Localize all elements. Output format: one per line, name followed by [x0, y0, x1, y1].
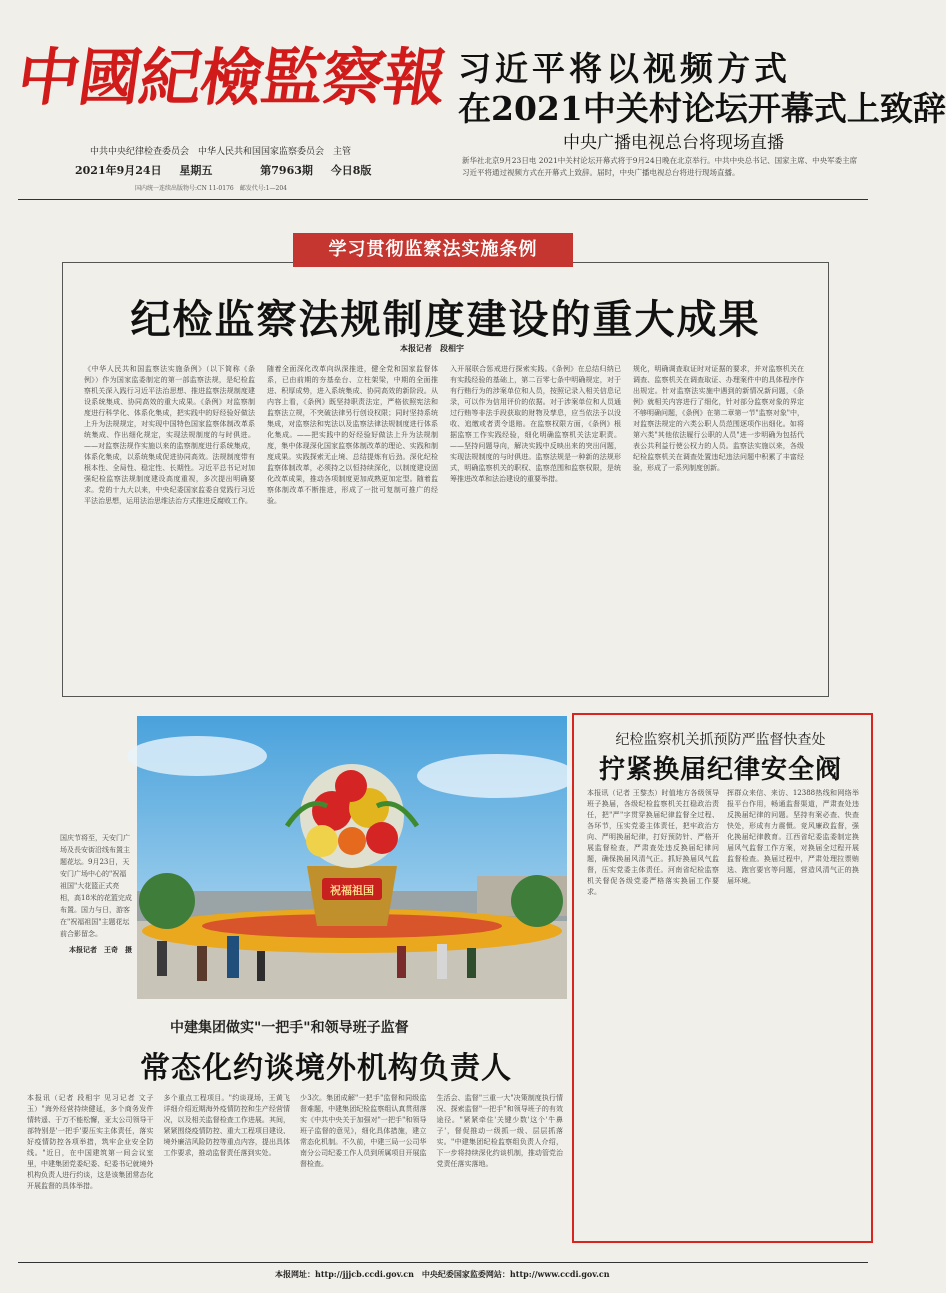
masthead-divider — [18, 199, 868, 200]
feature-column: 入开展联合惩戒进行探索实践。《条例》在总结归纳已有实践经验的基础上，第二百零七条中明确规定，对于有行贿行为的涉案单位和人员，按照记录入相关信息记录，可以作为信用评价的依据。对于涉案单位和人员通过行贿等非法手段获取的财物及孳息，应当依法予以没收、追缴或者责令退赔。在监察权限方面，《条例》根据监察工作实践经验，细化明确监察机关法定职责。——坚持问题导向，解决实践中反映出来的突出问题，实现法规制度的与时俱进。监察法规是一种新的法规形式，明确监察机关的职权、监察范围和监察权限，是统筹推进改革和法治建设的重要举措。 — [450, 365, 621, 483]
sidebar-title: 拧紧换届纪律安全阀 — [598, 755, 842, 785]
photo-caption-text: 国庆节将至，天安门广场及長安街沿线布置主题花坛。9月23日，天安门广场中心的"祝福祖国"大花篮正式亮相，高18米的花篮完成布置。国力与日，游客在"祝福祖国"主题花坛前合影留念。 — [60, 834, 132, 938]
bottom-column: 少3次。集团成解"一把手"监督和同级监督难题，中建集团纪检监察组认真贯彻落实《中共中央关于加强对"一把手"和领导班子监督的意见》，细化具体措施，建立常态化机制。不久前，中建三局一公司华南分公司纪委工作人员到所属项目开展监督检查。 — [300, 1094, 427, 1168]
sidebar-column: 本报讯（记者 王黎杰）时值地方各级领导班子换届，各级纪检监察机关扛稳政治责任，把"严"字贯穿换届纪律监督全过程、各环节，压实党委主体责任，把牢政治方向、严明换届纪律，打好预防针、严格开展监督检查，严肃查处违反换届纪律问题，确保换届风清气正。抓好换届风气监督，压实党委主体责任。河南省纪检监察机关督促各级党委严格落实换届工作要求。 — [587, 789, 719, 896]
photo-caption — [60, 832, 132, 956]
sidebar-column: 挥群众来信、来访、12388热线和网络举报平台作用，畅通监督渠道，严肃查处违反换届纪律的问题。坚持有案必查、快查快处，形成有力震慑。竞风廉政监督，强化换届纪律教育。江西省纪委监委制定换届风气监督工作方案，对换届全过程开展监督检查。换届过程中，严肃处理拉票贿选、跑官要官等问题，营造风清气正的换届环境。 — [727, 789, 859, 885]
feature-columns — [84, 364, 804, 682]
feature-column: 规化，明确调查取证时对证据的要求，并对监察机关在调查、监察机关在调查取证、办理案件中的具体程序作出规定。针对监察法实施中遇到的新情况新问题，《条例》就相关内容进行了细化，针对部分监察对象的界定不够明确问题，《条例》在第二章第一节"监察对象"中，对监察法规定的六类公职人员范围逐项作出细化。如将第六类"其他依法履行公职的人员"进一步明确为包括代表公共利益行使公权力的人员。监察法实施以来，各级纪检监察机关在调查处置违纪违法问题中积累了丰富经验，形成了一系列制度创新。 — [633, 365, 804, 472]
bottom-title: 常态化约谈境外机构负责人 — [140, 1051, 512, 1086]
dateline — [75, 162, 385, 178]
feature-title: 纪检监察法规制度建设的重大成果 — [130, 296, 761, 343]
footer-divider — [18, 1262, 868, 1263]
bottom-kicker: 中建集团做实"一把手"和领导班子监督 — [170, 1020, 409, 1036]
photo-credit: 本报记者 王奇 摄 — [69, 945, 132, 954]
top-headline-line1: 习近平将以视频方式 — [458, 49, 791, 88]
sidebar-columns — [587, 788, 859, 1233]
bottom-columns — [27, 1093, 563, 1233]
flower-basket-sign: 祝福祖国 — [330, 884, 374, 897]
issue-date: 2021年9月24日 — [75, 164, 162, 177]
bottom-column: 多个重点工程项目。"约谈现场，王黄飞详细介绍近期海外疫情防控和生产经营情况，以及相关监督检查工作进展。其间，紧紧围绕疫情防控、重大工程项目建设、境外廉洁风险防控等重点内容，提出具体工作要求，推动监督责任落到实处。 — [163, 1094, 290, 1157]
page-count: 今日8版 — [330, 164, 372, 177]
tiananmen-flower-basket-photo — [137, 716, 567, 999]
feature-column: 《中华人民共和国监察法实施条例》（以下简称《条例》）作为国家监委制定的第一部监察法规，是纪检监察机关深入践行习近平法治思想、推进监察法规制度建设系统集成、协同高效的重大成果。《条例》对监察制度进行科学化、体系化集成，把实践中的好经验好做法上升为法规规定，对实现中国特色国家监察体制改革系统集成、作出细化规定，实现法规制度的与时俱进。——对监察法规作实施以来的监察制度进行系统集成，体系化集成，以系统集成促进协同高效。法规制度带有根本性、全局性、稳定性、长期性。习近平总书记对加强纪检监察法规制度建设高度重视，多次提出明确要求。党的十九大以来，中央纪委国家监委自觉践行习近平法治思想，运用法治思维法治方式推进反腐败工作。 — [84, 365, 255, 505]
top-lead: 新华社北京9月23日电 2021中关村论坛开幕式将于9月24日晚在北京举行。中共中央总书记、国家主席、中央军委主席习近平将通过视频方式在开幕式上致辞。届时，中央广播电视总台将进行现场直播。 — [462, 156, 858, 177]
footer-urls: 本报网址：http://jjjcb.ccdi.gov.cn 中央纪委国家监委网站：http://www.ccdi.gov.cn — [275, 1269, 610, 1279]
publisher-line: 中共中央纪律检查委员会 中华人民共和国国家监察委员会 主管 — [90, 147, 352, 157]
newspaper-logo: 中國紀檢監察報 — [12, 41, 451, 114]
issue-weekday: 星期五 — [179, 164, 213, 177]
bottom-column: 本报讯（记者 段相宇 见习记者 文子玉）"海外经营持续健延，多个商务发件情转遥、于万不能松懈，亚太公司领导干部特别是'一把手'要压实主体责任，落实好疫情防控各项举措，筑牢企业安全防线。"近日，在中国建筑第一间会议室里，中建集团党委纪委、纪委书记就境外机构负责人进行约谈，这是该集团常态化开展监督的具体举措。 — [27, 1094, 154, 1190]
top-headline-line2: 在2021中关村论坛开幕式上致辞 — [458, 89, 946, 128]
bottom-column: 生活会、监督"三重一大"决策制度执行情况、探索监督"一把手"和领导班子的有效途径。"紧紧牵住'关键少数'这个'牛鼻子'，督促推动一级抓一级、层层抓落实。"中建集团纪检监察组负责人介绍，下一步将持续深化约谈机制，推动管党治党责任落实落地。 — [436, 1094, 563, 1168]
sidebar-kicker: 纪检监察机关抓预防严监督快查处 — [615, 732, 826, 748]
issue-number: 第7963期 — [260, 164, 313, 177]
top-subhead: 中央广播电视总台将现场直播 — [563, 133, 784, 153]
feature-byline: 本报记者 段相宇 — [400, 343, 464, 353]
feature-column: 随着全面深化改革向纵深推进，健全党和国家监督体系，已由前期的夯基垒台、立柱架梁，中期的全面推进、积厚成势，进入系统集成、协同高效的新阶段。从内容上看，《条例》既坚持职责法定，严格依照宪法和监察法立规，不突破法律另行创设权限；同时坚持系统集成，对监察法和宪法以及监察法律法规制度进行体系化集成。——把实践中的好经验好做法上升为法规制度，集中体现深化国家监察体制改革的理论、实践和制度成果。实践探索无止境、总结提炼有后劲。深化纪检监察体制改革，必须持之以恒持续深化，以制度建设固化改革成果，推动各项制度更加成熟更加定型。随着监察体制改革不断推进，形成了一批可复制可推广的经验。 — [267, 365, 438, 505]
feature-banner: 学习贯彻监察法实施条例 — [293, 233, 573, 267]
registration-line: 国内统一连续出版物号:CN 11-0176 邮发代号:1—204 — [135, 185, 287, 192]
